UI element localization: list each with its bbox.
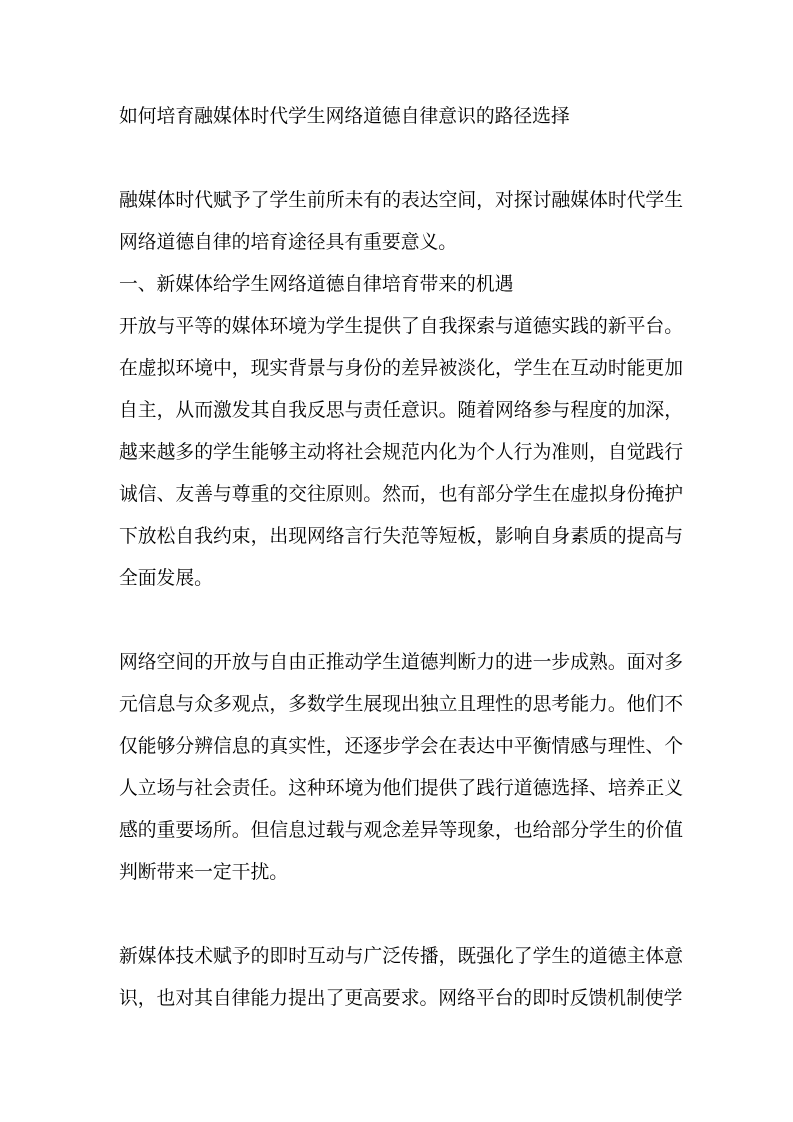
blank-line bbox=[119, 894, 683, 936]
blank-line bbox=[119, 600, 683, 642]
blank-line bbox=[119, 138, 683, 180]
body-paragraph-3: 新媒体技术赋予的即时互动与广泛传播，既强化了学生的道德主体意识，也对其自律能力提出了更高要求。网络平台的即时反馈机制使学 bbox=[119, 946, 683, 1009]
body-paragraph-2: 网络空间的开放与自由正推动学生道德判断力的进一步成熟。面对多元信息与众多观点，多数学生展现出独立且理性的思考能力。他们不仅能够分辨信息的真实性，还逐步学会在表达中平衡情感与理性、个人立场与社会责任。这种环境为他们提供了践行道德选择、培养正义感的重要场所。但信息过载与观念差异等现象，也给部分学生的价值判断带来一定干扰。 bbox=[119, 652, 683, 883]
intro-paragraph: 融媒体时代赋予了学生前所未有的表达空间，对探讨融媒体时代学生网络道德自律的培育途径具有重要意义。 bbox=[119, 190, 683, 253]
document-title: 如何培育融媒体时代学生网络道德自律意识的路径选择 bbox=[119, 106, 570, 127]
section-heading: 一、新媒体给学生网络道德自律培育带来的机遇 bbox=[119, 274, 514, 295]
body-paragraph-1: 开放与平等的媒体环境为学生提供了自我探索与道德实践的新平台。在虚拟环境中，现实背景与身份的差异被淡化，学生在互动时能更加自主，从而激发其自我反思与责任意识。随着网络参与程度的加深，越来越多的学生能够主动将社会规范内化为个人行为准则，自觉践行诚信、友善与尊重的交往原则。然而，也有部分学生在虚拟身份掩护下放松自我约束，出现网络言行失范等短板，影响自身素质的提高与全面发展。 bbox=[119, 316, 683, 589]
